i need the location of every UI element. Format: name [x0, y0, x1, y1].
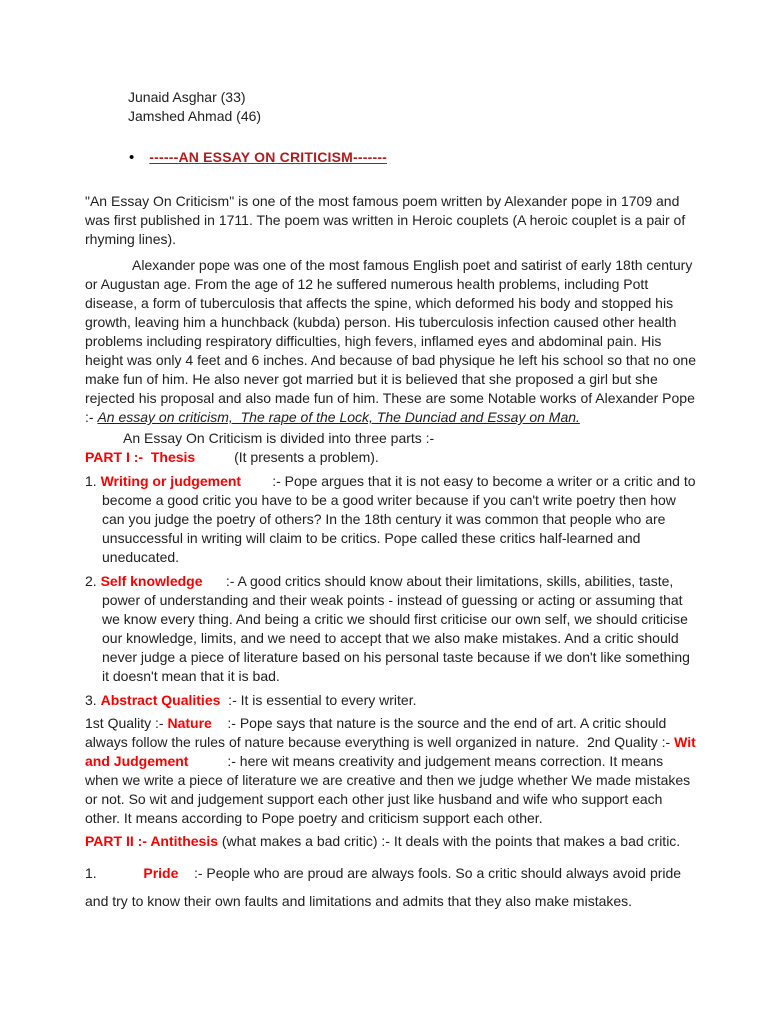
list-item-abstract-qualities	[85, 691, 698, 710]
quality2-text: :- here wit means creativity and judgement means correction. It means when we write a piece of literature we are creative and then we judge whether We made mistakes or not. So wit and judgement support each other just like husband and wife who support each other. It means according to Pope poetry and criticism support each other.	[85, 753, 695, 826]
paragraph-intro	[85, 192, 698, 249]
item-title: Abstract Qualities	[100, 692, 221, 708]
item-title: Writing or judgement	[100, 473, 242, 489]
item-text: :- A good critics should know about their limitations, skills, abilities, taste, power of understanding and their weak points - instead of guessing or acting or assuming that we know every thing. And being a critic we should first criticise our own self, we should criticise our knowledge, limits, and we need to accept that we also make mistakes. And a critic should never judge a piece of literature based on his personal taste because if we don't like something it doesn't mean that it is bad.	[102, 573, 694, 684]
item-number: 2.	[85, 573, 101, 589]
quality2-title: Wit and Judgement	[85, 734, 700, 769]
part2-heading-line	[85, 832, 698, 851]
division-text: An Essay On Criticism is divided into three parts :-	[123, 430, 435, 446]
author-name-1: Junaid Asghar (33)	[128, 89, 246, 105]
author-names	[128, 88, 698, 126]
intro-text: "An Essay On Criticism" is one of the most famous poem written by Alexander pope in 1709 and was first published in 1711. The poem was written in Heroic couplets (A heroic couplet is a pair of rhyming lines).	[85, 193, 690, 247]
item-title: Self knowledge	[100, 573, 203, 589]
part1-heading: PART I :- Thesis	[85, 449, 196, 465]
bullet-icon: •	[129, 149, 135, 166]
part1-heading-note: (It presents a problem).	[195, 449, 379, 465]
part1-heading-line	[85, 448, 698, 467]
list-item-self-knowledge	[85, 572, 698, 686]
essay-title-text: ------AN ESSAY ON CRITICISM-------	[149, 149, 388, 165]
paragraph-qualities	[85, 714, 698, 828]
paragraph-biography	[85, 256, 698, 427]
essay-title-line	[129, 148, 698, 167]
quality1-title: Nature	[167, 715, 212, 731]
item-text: :- It is essential to every writer.	[220, 692, 417, 708]
quality1-label: 1st Quality :-	[85, 715, 168, 731]
author-name-2: Jamshed Ahmad (46)	[128, 108, 262, 124]
list-item-pride	[85, 859, 698, 915]
item-text: :- People who are proud are always fools. So a critic should always avoid pride and try to know their own faults and limitations and admits that they also make mistakes.	[85, 865, 685, 909]
item-title: Pride	[143, 865, 179, 881]
item-gap	[97, 865, 144, 881]
quality2-label: 2nd Quality :-	[586, 734, 675, 750]
item-number: 1.	[85, 473, 101, 489]
notable-works-list: An essay on criticism, The rape of the Lock, The Dunciad and Essay on Man.	[97, 409, 580, 425]
part2-heading-rest: (what makes a bad critic) :- It deals with the points that makes a bad critic.	[218, 833, 681, 849]
part2-heading: PART II :- Antithesis	[85, 833, 218, 849]
quality1-text: :- Pope says that nature is the source and the end of art. A critic should always follow the rules of nature because everything is well organized in nature.	[85, 715, 671, 750]
item-text: :- Pope argues that it is not easy to become a writer or a critic and to become a good critic you have to be a good writer because if you can't write poetry then how can you judge the poetry of others? In the 18th century it was common that people who are unsuccessful in writing will claim to be critics. Pope called these critics half-learned and uneducated.	[102, 473, 700, 565]
paragraph-division	[85, 429, 698, 448]
item-number: 1.	[85, 865, 97, 881]
biography-text: Alexander pope was one of the most famous English poet and satirist of early 18th century or Augustan age. From the age of 12 he suffered numerous health problems, including Pott disease, a form of tuberculosis that affects the spine, which deformed his body and stopped his growth, leaving him a hunchback (kubda) person. His tuberculosis infection caused other health problems including respiratory difficulties, high fevers, inflamed eyes and abdominal pain. His height was only 4 feet and 6 inches. And because of bad physique he left his school so that no one make fun of him. He also never got married but it is believed that she proposed a girl but she rejected his proposal and also made fun of him. These are some Notable works of Alexander Pope :-	[85, 257, 700, 425]
list-item-writing-or-judgement	[85, 472, 698, 567]
item-number: 3.	[85, 692, 101, 708]
